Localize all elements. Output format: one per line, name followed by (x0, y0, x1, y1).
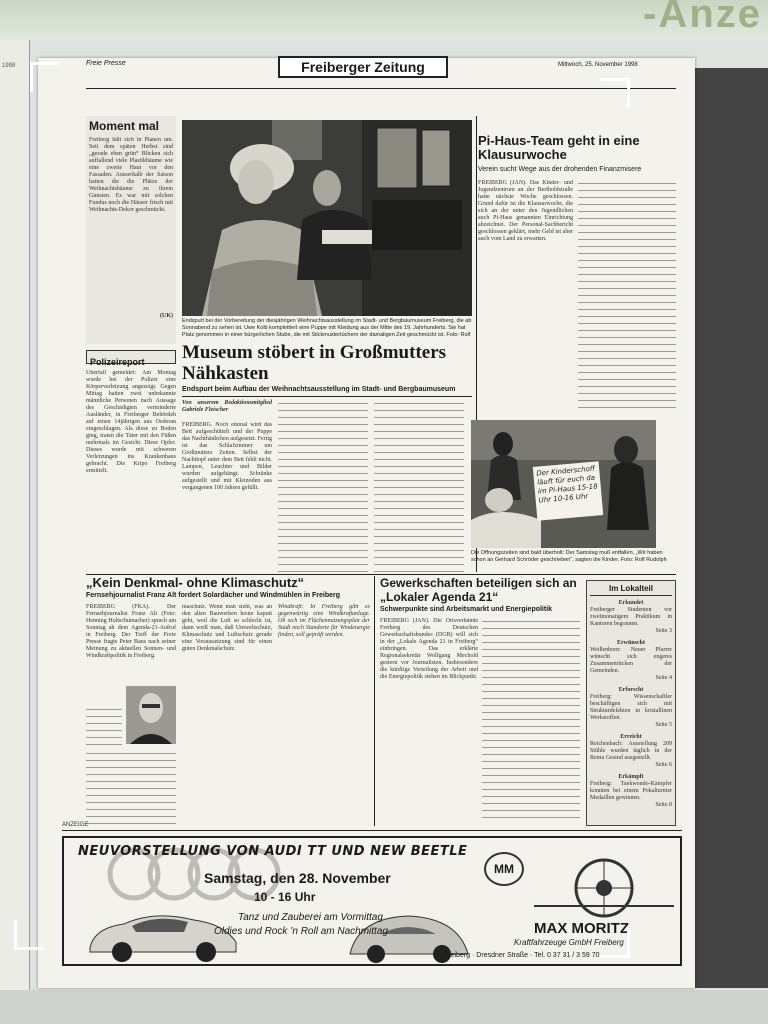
issue-date: Mittwoch, 25. November 1998 (558, 62, 638, 68)
gewerkschaft-headline: Gewerkschaften beteiligen sich an „Lokaler Agenda 21“ (380, 576, 577, 604)
page-title: Freiberger Zeitung (278, 56, 448, 78)
lokalteil-item-head: Erkundet (618, 600, 644, 606)
lokalteil-box (586, 580, 676, 826)
ad-rule (62, 830, 682, 831)
paper-name: Freie Presse (86, 60, 126, 67)
background-bottom (0, 990, 768, 1024)
header-rule (86, 88, 676, 89)
denkmal-subhead: Fernsehjournalist Franz Alt fordert Solardächer und Windmühlen in Freiberg (86, 592, 341, 599)
audi-advertisement (62, 836, 682, 966)
pihaus-photo (471, 420, 656, 548)
pihaus-headline: Pi-Haus-Team geht in eine Klausurwoche (478, 133, 640, 162)
moment-title: Moment mal (89, 119, 160, 133)
lokalteil-item-page: Seite 5 (655, 722, 672, 728)
newspaper-page (38, 58, 695, 988)
crop-corner-bottom-left (14, 920, 44, 950)
lead-photo-caption: Endspurt bei der Vorbereitung der diesjährigen Weihnachtsausstellung im Stadt- und Bergbaumuseum Freiberg, die ab Sonnabend zu sehen ist. Uwe Kolb komplettiert eine Puppe mit Kleidung aus der Mitte des 19. Jahrhunderts. Sie hat Platz genommen in einer bürgerlichen Stube, die mit Stickmustertüchern der damaligen Zeit geschmückt ist. Foto: Rolf (182, 318, 472, 338)
moment-signature: (UK) (160, 313, 173, 319)
moment-text: Freiberg hält sich in Planen um. Seit dem späten Herbst sind „gerade eben grün“ Blicken sich auffallend viele Plastikbäume wie eine zweite Haut vor den Fassaden. Ausserhalb der Saison hatten die die Plätze der Weihnachtsbäume zu ihrem Gunsten. Es war mit solchen Fundus noch die Häuser frisch mit Weihnachts-Dekor geschmückt. (89, 137, 173, 213)
ad-company: MAX MORITZ (534, 920, 629, 937)
lokalteil-item-page: Seite 4 (655, 675, 672, 681)
pihaus-text: FREIBERG (JAN). Das Kinder- und Jugendzentrum an der Bertholdstraße hatte nächste Woche geschlossen. Grund dafür ist die Klausurwoche, die sich an der unter den Jugendlichen auch Pi-Haus genannten Einrichtung abzeichnet. Der Personal-Sachbericht geschlossen geklärt, mehr Geld ist aber auch vom Land zu erwarten. (478, 180, 573, 242)
denkmal-wrap-text (86, 706, 122, 746)
lokalteil-item-page: Seite 3 (655, 628, 672, 634)
lokalteil-item (590, 687, 672, 729)
crop-corner-top-right (600, 78, 630, 108)
lokalteil-item (590, 734, 672, 769)
lokalteil-item-text: Freiberg: Wissenschaftler beschäftigen sich mit Strukturdefekten in kristallinen Werkstoffen. (590, 694, 672, 721)
gewerkschaft-text-column-2 (482, 618, 580, 824)
crop-corner-bottom-right (600, 928, 630, 958)
lokalteil-item-page: Seite 6 (655, 762, 672, 768)
gewerkschaft-text: FREIBERG (JAN). Die Ortsverbände Freiberg des Deutschen Gewerkschaftsbundes (DGB) will sich in der „Lokale Agenda 21 in Freiberg“ einbringen. Das erklärte Regionalsekretär Wolfgang Mechold gestern vor Journalisten. Insbesondere die künftige Verteilung der Arbeit und die Energiepolitik stehen im Blickpunkt. (380, 618, 478, 680)
ad-line-2: Oldies und Rock ’n Roll am Nachmittag (214, 926, 388, 937)
max-moritz-logo: MM (484, 852, 524, 886)
pihaus-photo-caption: Die Öffnungszeiten sind bald überholt: Der Samstag muß entfallen. „Wir haben schon an Gerhard Schröder geschrieben“, sagten die Kinder. Foto: Rolf Rudolph (471, 550, 667, 563)
lokalteil-item-head: Erwünscht (616, 640, 645, 646)
portrait-image (126, 686, 176, 744)
lead-rule (182, 396, 472, 397)
ad-headline: NEUVORSTELLUNG VON AUDI TT UND NEW BEETLE (78, 844, 468, 859)
ad-address: Freiberg · Dresdner Straße · Tel. 0 37 31 / 3 59 70 (444, 952, 600, 959)
polizei-title: Polizeireport (90, 357, 145, 367)
ad-time: 10 - 16 Uhr (254, 890, 316, 904)
denkmal-text-2: maschutz. Wenn man sieht, was an den alten Bauwerken heute kaputt geht, weil die Luft so schlecht ist, dann weiß man, daß Umweltschutz, Klimaschutz und Luftschutz gerade eine Voraussetzung sind für einen guten Denkmalschutz. (182, 604, 272, 652)
denkmal-text: FREIBERG (FKA). Der Fernsehjournalist Franz Alt (Foto: Henning Holtschumacher) sprach am Sonntag ab dem Agenda-21-Aufruf in Freiberg. Der Treff der Freie Presse fragte Peter Baus nach seiner Meinung zu aktuellen Sonnen- und Windkraftpolitik in Freiberg. (86, 604, 176, 659)
lead-photo (182, 120, 472, 316)
background-top (0, 0, 768, 40)
lead-text-column-3 (374, 400, 464, 572)
lokalteil-item-head: Erkämpft (618, 774, 644, 780)
lokalteil-item-text: Freiberger Studenten vor zweimonatigem Praktikum in Kantoren begonnen. (590, 607, 672, 627)
ad-line-1: Tanz und Zauberei am Vormittag (238, 912, 383, 923)
lokalteil-item-text: Weißenborn: Neuer Pfarrer wünscht sich engeres Zusammenrücken der Gemeinden. (590, 647, 672, 674)
lokalteil-item (590, 600, 672, 635)
lokalteil-title: Im Lokalteil (590, 584, 672, 596)
pihaus-subhead: Verein sucht Wege aus der drohenden Finanzmisere (478, 166, 642, 173)
adjacent-page-date: 1998 (2, 63, 16, 69)
lokalteil-item-text: Reichenbach: Ausstellung 209 Stühle wurden täglich in der Remu Gesind ausgestellt. (590, 741, 672, 761)
lead-headline: Museum stöbert in Großmutters Nähkasten (182, 342, 447, 384)
doll-scene-image (182, 120, 472, 316)
ad-company-sub: Kraftfahrzeuge GmbH Freiberg (514, 938, 624, 947)
lokalteil-item-page: Seite 8 (655, 802, 672, 808)
moment-box (86, 116, 176, 344)
lead-text: FREIBERG. Noch einmal wird das Bett aufgeschüttelt und der Puppe das Nachthäubchen aufgesetzt. Fertig ist das Schlafzimmer um Großmutters Zeiten. Selbst der Nachttopf unter dem Bett fehlt nicht. Lampen, Leuchter und Bilder wurden aufgehängt. Schränke aufgestellt und mit Kleinoden aus vergangenen 100 Jahren gefüllt. (182, 422, 272, 491)
denkmal-text-3: Windkraft: In Freiberg gibt es gegenwärtig eine Windkraftanlage. Ob sich im Flächennutzungsplan der Stadt noch Standorte für Windenergie finden, soll geprüft werden. (278, 604, 370, 638)
crop-corner-top-left (30, 62, 60, 92)
lead-text-column-2 (278, 400, 368, 572)
lokalteil-item (590, 774, 672, 809)
denkmal-text-cont (86, 750, 176, 824)
ad-label: ANZEIGE (62, 822, 89, 828)
gewerkschaft-subhead: Schwerpunkte sind Arbeitsmarkt und Energiepolitik (380, 606, 553, 613)
lokalteil-item-head: Erforscht (618, 687, 644, 693)
ad-date: Samstag, den 28. November (204, 870, 391, 886)
lokalteil-item-head: Erreicht (620, 734, 642, 740)
polizei-text: Überfall gemeldet: Am Montag wurde bei der Polizei eine Körperverletzung angezeigt. Gegen Mittag hatten zwei unbekannte männliche Personen nach Aussage des Geschädigten verminderte Ausländer, in Freiberger Behördeh auf einen 14jährigen aus Oederan eingeschlagen. Als diese zu Boden ging, traten die Täter mit den Füßen mehrmals im Gesicht. Diese Opfer. Dieses wurde mit schweren Verletzungen ins Krankenhaus gebracht. Die Kripo Freiberg ermittelt. (86, 370, 176, 474)
column-rule-2 (374, 576, 375, 826)
background-fragment-text: -Anze (643, 0, 762, 36)
lead-byline: Von unserem Redaktionsmitglied Gabriele Fleischer (182, 400, 272, 413)
lead-subhead: Endspurt beim Aufbau der Weihnachtsausstellung im Stadt- und Bergbaumuseum (182, 386, 456, 393)
denkmal-headline: „Kein Denkmal- ohne Klimaschutz“ (86, 575, 305, 590)
polizei-title-box (86, 350, 176, 367)
pihaus-text-column-2 (578, 180, 676, 408)
wheel-graphic (534, 848, 674, 918)
lokalteil-item-text: Freiberg: Taekwondo-Kämpfer konnten bei einem Pokalturnier Medaillen gewinnen. (590, 781, 672, 801)
lokalteil-item (590, 640, 672, 682)
pihaus-sign: Der Kinderschoff läuft für euch da im Pi-Haus 15-18 Uhr 10-16 Uhr (533, 461, 603, 521)
franz-alt-portrait (126, 686, 176, 744)
scanner-edge (695, 68, 768, 988)
adjacent-page-strip (0, 40, 30, 990)
